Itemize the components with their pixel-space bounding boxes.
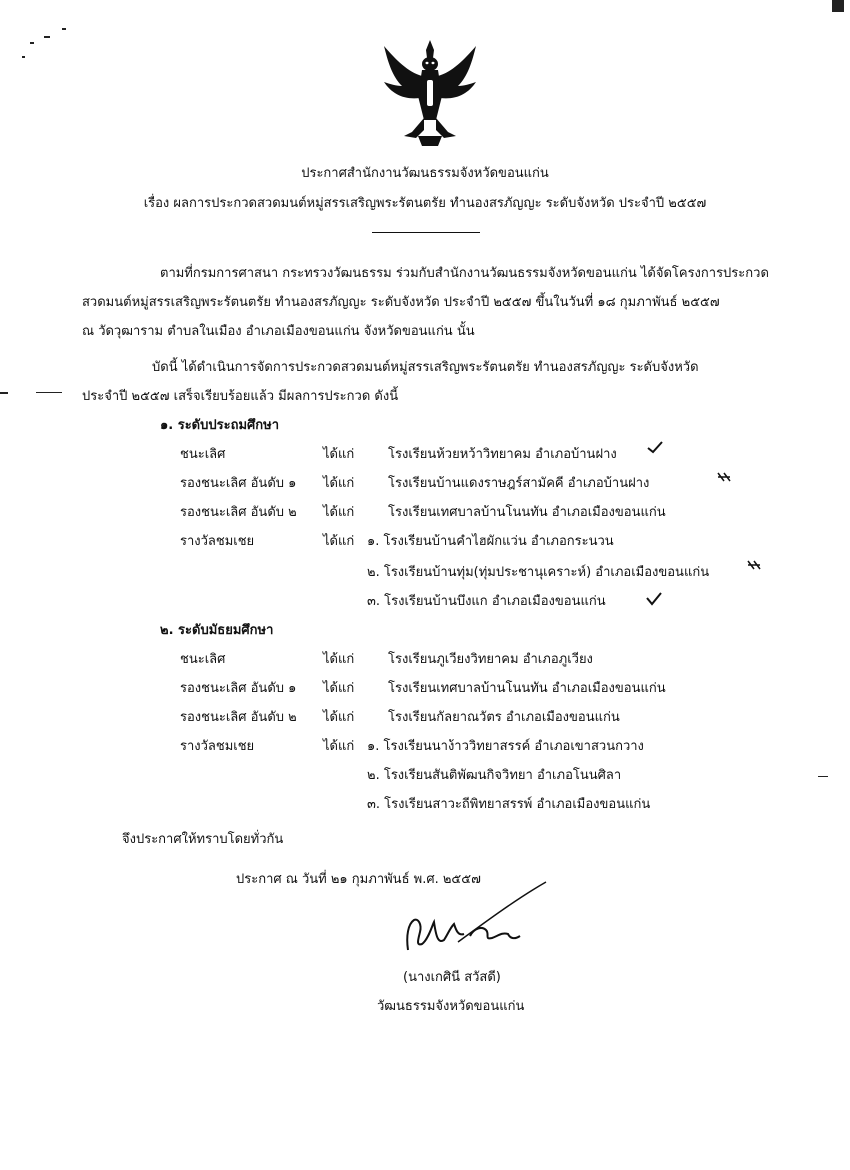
handwritten-check-mark (716, 470, 732, 484)
announcement-date: ประกาศ ณ วันที่ ๒๑ กุมภาพันธ์ พ.ศ. ๒๕๕๗ (236, 872, 481, 887)
scan-speck (62, 28, 66, 30)
got-label: ได้แก่ (323, 534, 355, 549)
got-label: ได้แก่ (323, 505, 355, 520)
award-label: รองชนะเลิศ อันดับ ๑ (180, 681, 297, 696)
school-entry: โรงเรียนเทศบาลบ้านโนนทัน อำเภอเมืองขอนแก่น (388, 505, 666, 520)
scan-edge-mark (36, 392, 62, 393)
scan-speck (44, 36, 50, 38)
got-label: ได้แก่ (323, 652, 355, 667)
handwritten-check-mark (746, 558, 762, 572)
signer-name: (นางเกศินี สวัสดี) (403, 970, 501, 985)
garuda-emblem-icon (378, 36, 482, 148)
scan-speck (30, 42, 34, 44)
award-label: รองชนะเลิศ อันดับ ๒ (180, 505, 297, 520)
paragraph-2-line-2: ประจำปี ๒๕๕๗ เสร็จเรียบร้อยแล้ว มีผลการประกวด ดังนี้ (82, 389, 399, 404)
section-heading-primary: ๑. ระดับประถมศึกษา (160, 418, 280, 433)
paragraph-2-line-1: บัดนี้ ได้ดำเนินการจัดการประกวดสวดมนต์หมู่สรรเสริญพระรัตนตรัย ทำนองสรภัญญะ ระดับจังหวัด (152, 360, 699, 375)
handwritten-signature (398, 880, 548, 952)
award-label: รองชนะเลิศ อันดับ ๒ (180, 710, 297, 725)
school-entry: โรงเรียนภูเวียงวิทยาคม อำเภอภูเวียง (388, 652, 593, 667)
got-label: ได้แก่ (323, 681, 355, 696)
school-entry: ๑. โรงเรียนนาง้าววิทยาสรรค์ อำเภอเขาสวนกวาง (367, 739, 644, 754)
section-heading-secondary: ๒. ระดับมัธยมศึกษา (160, 623, 274, 638)
school-entry: ๒. โรงเรียนสันติพัฒนกิจวิทยา อำเภอโนนศิลา (367, 768, 622, 783)
got-label: ได้แก่ (323, 476, 355, 491)
got-label: ได้แก่ (323, 739, 355, 754)
handwritten-check-mark (646, 440, 664, 454)
school-entry: ๓. โรงเรียนสาวะถีพิทยาสรรพ์ อำเภอเมืองขอนแก่น (367, 797, 651, 812)
award-label: ชนะเลิศ (180, 447, 226, 462)
scan-speck (22, 56, 25, 58)
closing-statement: จึงประกาศให้ทราบโดยทั่วกัน (122, 832, 284, 847)
school-entry: ๑. โรงเรียนบ้านคำไฮผักแว่น อำเภอกระนวน (367, 534, 614, 549)
school-entry: โรงเรียนเทศบาลบ้านโนนทัน อำเภอเมืองขอนแก่น (388, 681, 666, 696)
award-label: ชนะเลิศ (180, 652, 226, 667)
paragraph-1-line-3: ณ วัดวุฒาราม ตำบลในเมือง อำเภอเมืองขอนแก่น จังหวัดขอนแก่น นั้น (82, 324, 475, 339)
school-entry: โรงเรียนบ้านแดงราษฎร์สามัคคี อำเภอบ้านฝาง (388, 476, 650, 491)
got-label: ได้แก่ (323, 447, 355, 462)
award-label: รองชนะเลิศ อันดับ ๑ (180, 476, 297, 491)
school-entry: ๓. โรงเรียนบ้านบึงแก อำเภอเมืองขอนแก่น (367, 594, 606, 609)
school-entry: ๒. โรงเรียนบ้านทุ่ม(ทุ่มประชานุเคราะห์) อำเภอเมืองขอนแก่น (367, 565, 710, 580)
got-label: ได้แก่ (323, 710, 355, 725)
paragraph-1-line-1: ตามที่กรมการศาสนา กระทรวงวัฒนธรรม ร่วมกับสำนักงานวัฒนธรรมจังหวัดขอนแก่น ได้จัดโครงการประกวด (160, 266, 769, 281)
signer-title: วัฒนธรรมจังหวัดขอนแก่น (377, 999, 525, 1014)
announcement-title: ประกาศสำนักงานวัฒนธรรมจังหวัดขอนแก่น (301, 166, 549, 181)
award-label: รางวัลชมเชย (180, 534, 255, 549)
scan-corner-mark (832, 0, 844, 12)
school-entry: โรงเรียนกัลยาณวัตร อำเภอเมืองขอนแก่น (388, 710, 620, 725)
handwritten-check-mark (645, 590, 663, 606)
announcement-subject: เรื่อง ผลการประกวดสวดมนต์หมู่สรรเสริญพระรัตนตรัย ทำนองสรภัญญะ ระดับจังหวัด ประจำปี ๒๕๕๗ (143, 196, 707, 211)
scan-edge-mark (818, 776, 828, 777)
award-label: รางวัลชมเชย (180, 739, 255, 754)
school-entry: โรงเรียนห้วยหว้าวิทยาคม อำเภอบ้านฝาง (388, 447, 617, 462)
paragraph-1-line-2: สวดมนต์หมู่สรรเสริญพระรัตนตรัย ทำนองสรภัญญะ ระดับจังหวัด ประจำปี ๒๕๕๗ ขึ้นในวันที่ ๑๘ กุมภาพันธ์ ๒๕๕๗ (82, 295, 720, 310)
scan-edge-mark (0, 392, 8, 394)
header-divider (372, 232, 480, 233)
